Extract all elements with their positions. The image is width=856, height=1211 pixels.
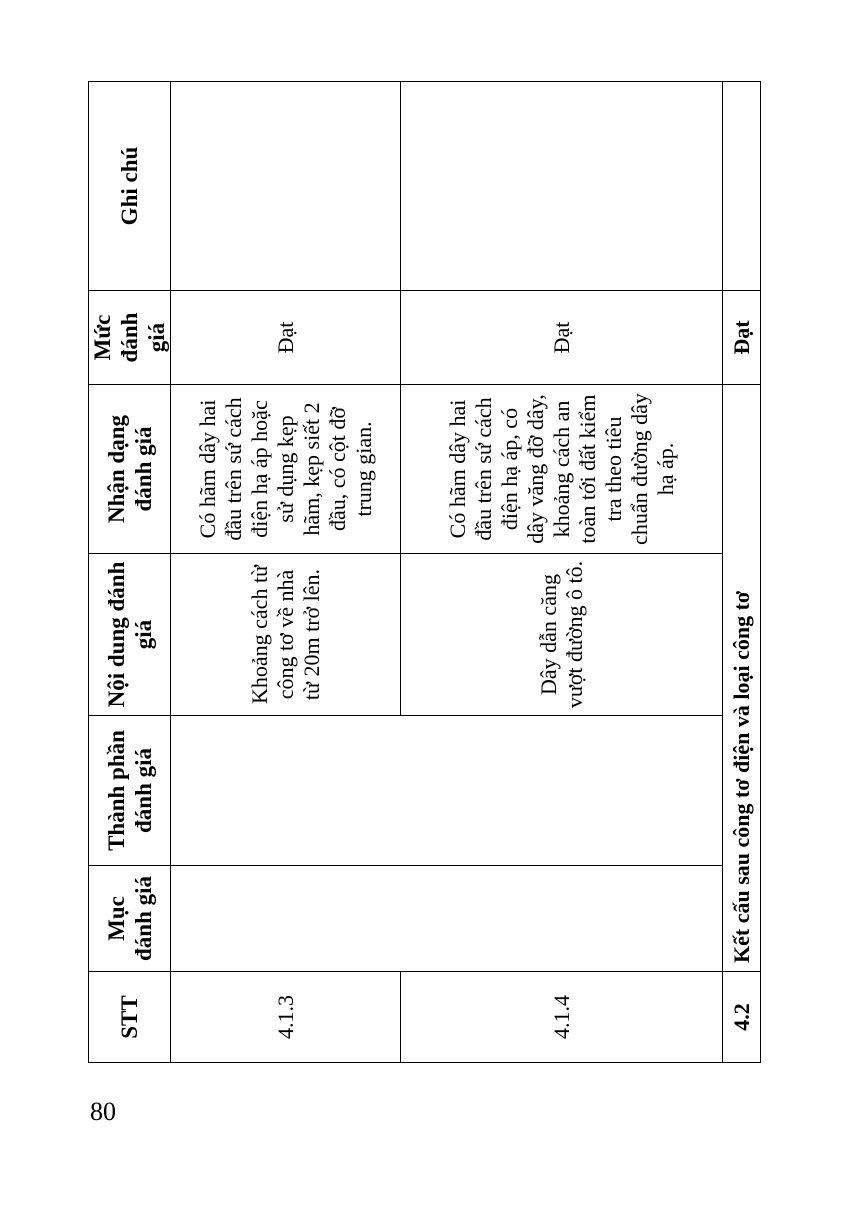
evaluation-table	[88, 81, 761, 1063]
cell-stt: 4.1.3	[171, 972, 401, 1063]
section-stt: 4.2	[723, 972, 761, 1063]
cell-muc-dg: Đạt	[171, 291, 401, 385]
cell-ghi-chu	[171, 82, 401, 291]
page-number: 80	[90, 1097, 116, 1126]
section-row	[723, 82, 761, 1063]
cell-noi-dung: Dây dẫn căng vượt đường ô tô.	[401, 554, 723, 716]
cell-muc-danh-gia	[171, 866, 723, 972]
header-thanh-phan: Thành phần đánh giá	[89, 716, 171, 866]
rotated-table-frame	[88, 82, 754, 1063]
header-noi-dung: Nội dung đánh giá	[89, 554, 171, 716]
header-nhan-dang: Nhận dạng đánh giá	[89, 385, 171, 554]
section-muc-dg: Đạt	[723, 291, 761, 385]
cell-muc-dg: Đạt	[401, 291, 723, 385]
header-muc-danh-gia: Mục đánh giá	[89, 866, 171, 972]
section-title: Kết cấu sau công tơ điện và loại công tơ	[723, 385, 761, 972]
cell-nhan-dang: Có hãm dây hai đầu trên sứ cách điện hạ áp, có dây văng đỡ dây, khoảng cách an toàn tới đất kiểm tra theo tiêu chuẩn đường dây hạ áp.	[401, 385, 723, 554]
table-row	[171, 82, 401, 1063]
section-ghi-chu	[723, 82, 761, 291]
cell-noi-dung: Khoảng cách từ công tơ về nhà từ 20m trở lên.	[171, 554, 401, 716]
rotated-table-container	[88, 82, 754, 1063]
cell-stt: 4.1.4	[401, 972, 723, 1063]
cell-nhan-dang: Có hãm dây hai đầu trên sứ cách điện hạ áp hoặc sử dụng kẹp hãm, kẹp siết 2 đầu, có cột đỡ trung gian.	[171, 385, 401, 554]
cell-ghi-chu	[401, 82, 723, 291]
cell-thanh-phan	[171, 716, 723, 866]
header-ghi-chu: Ghi chú	[89, 82, 171, 291]
header-row	[89, 82, 171, 1063]
header-muc-dg: Mức đánh giá	[89, 291, 171, 385]
header-stt: STT	[89, 972, 171, 1063]
